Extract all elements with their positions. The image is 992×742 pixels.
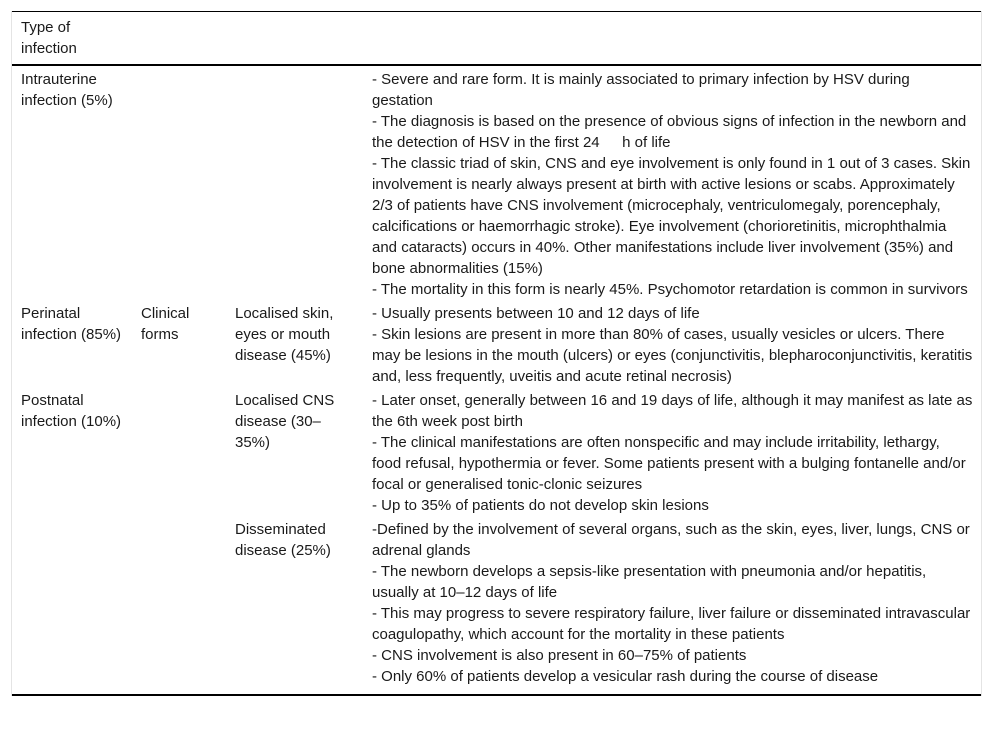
cell-type [12,516,132,695]
description-line: - The classic triad of skin, CNS and eye involvement is only found in 1 out of 3 cases. Skin involvement is nearly always present at birth with active lesions or scabs. Approximately 2/3 of patients have CNS involvement (microcephaly, ventriculomegaly, porencephaly, calcifications or haemorrhagic stroke). Eye involvement (chorioretinitis, microphthalmia and cataracts) occurs in 40%. Other manifestations include liver involvement (35%) and bone abnormalities (15%) [372,155,971,277]
description-line: -Defined by the involvement of several organs, such as the skin, eyes, liver, lungs, CNS or adrenal glands [372,521,970,559]
cell-form: Disseminated disease (25%) [235,521,331,559]
description-line: - The clinical manifestations are often nonspecific and may include irritability, lethargy, food refusal, hypothermia or fever. Some patients present with a bulging fontanelle and/or focal or generalised tonic-clonic seizures [372,434,966,493]
description-line: - Skin lesions are present in more than 80% of cases, usually vesicles or ulcers. There may be lesions in the mouth (ulcers) or eyes (conjunctivitis, blepharoconjunctivitis, keratitis and, less frequently, uveitis and acute retinal necrosis) [372,326,973,385]
description-line: - CNS involvement is also present in 60–75% of patients [372,647,747,664]
cell-form: Localised skin, eyes or mouth disease (45%) [235,305,334,364]
description-line: - Only 60% of patients develop a vesicular rash during the course of disease [372,668,879,685]
cell-type: Perinatal infection (85%) [21,305,122,343]
description-line: - This may progress to severe respiratory failure, liver failure or disseminated intravascular coagulopathy, which account for the mortality in these patients [372,605,971,643]
table-row-postnatal-cns [12,387,981,516]
description-line: - The diagnosis is based on the presence of obvious signs of infection in the newborn and the detection of HSV in the first 24 h of life [372,113,967,151]
table-body [12,65,981,695]
hsv-infection-table [12,11,981,696]
table-row-intrauterine [12,65,981,300]
description-line: - Usually presents between 10 and 12 days of life [372,305,700,322]
header-row [12,12,981,66]
header-empty-4 [363,12,981,66]
table-header [12,12,981,66]
header-empty-3 [226,12,363,66]
description-line: - Later onset, generally between 16 and 19 days of life, although it may manifest as late as the 6th week post birth [372,392,973,430]
hsv-infection-table-container [11,11,982,696]
description-line: - The mortality in this form is nearly 45%. Psychomotor retardation is common in survivors [372,281,968,298]
cell-form [226,65,363,300]
description-line: - The newborn develops a sepsis-like presentation with pneumonia and/or hepatitis, usually at 10–12 days of life [372,563,927,601]
description-line: - Up to 35% of patients do not develop skin lesions [372,497,709,514]
cell-form: Localised CNS disease (30–35%) [235,392,335,451]
table-row-disseminated [12,516,981,695]
header-empty-2 [132,12,226,66]
cell-type: Postnatal infection (10%) [21,392,122,430]
cell-clinical-label [132,516,226,695]
cell-description [363,516,981,695]
cell-description [363,387,981,516]
cell-clinical-label [132,65,226,300]
cell-description [363,65,981,300]
cell-type: Intrauterine infection (5%) [21,71,113,109]
cell-clinical-label [132,387,226,516]
header-type-of-infection: Type of infection [21,19,77,57]
cell-description [363,300,981,387]
table-row-perinatal [12,300,981,387]
description-line: - Severe and rare form. It is mainly associated to primary infection by HSV during gestation [372,71,910,109]
cell-clinical-label: Clinical forms [141,305,190,343]
